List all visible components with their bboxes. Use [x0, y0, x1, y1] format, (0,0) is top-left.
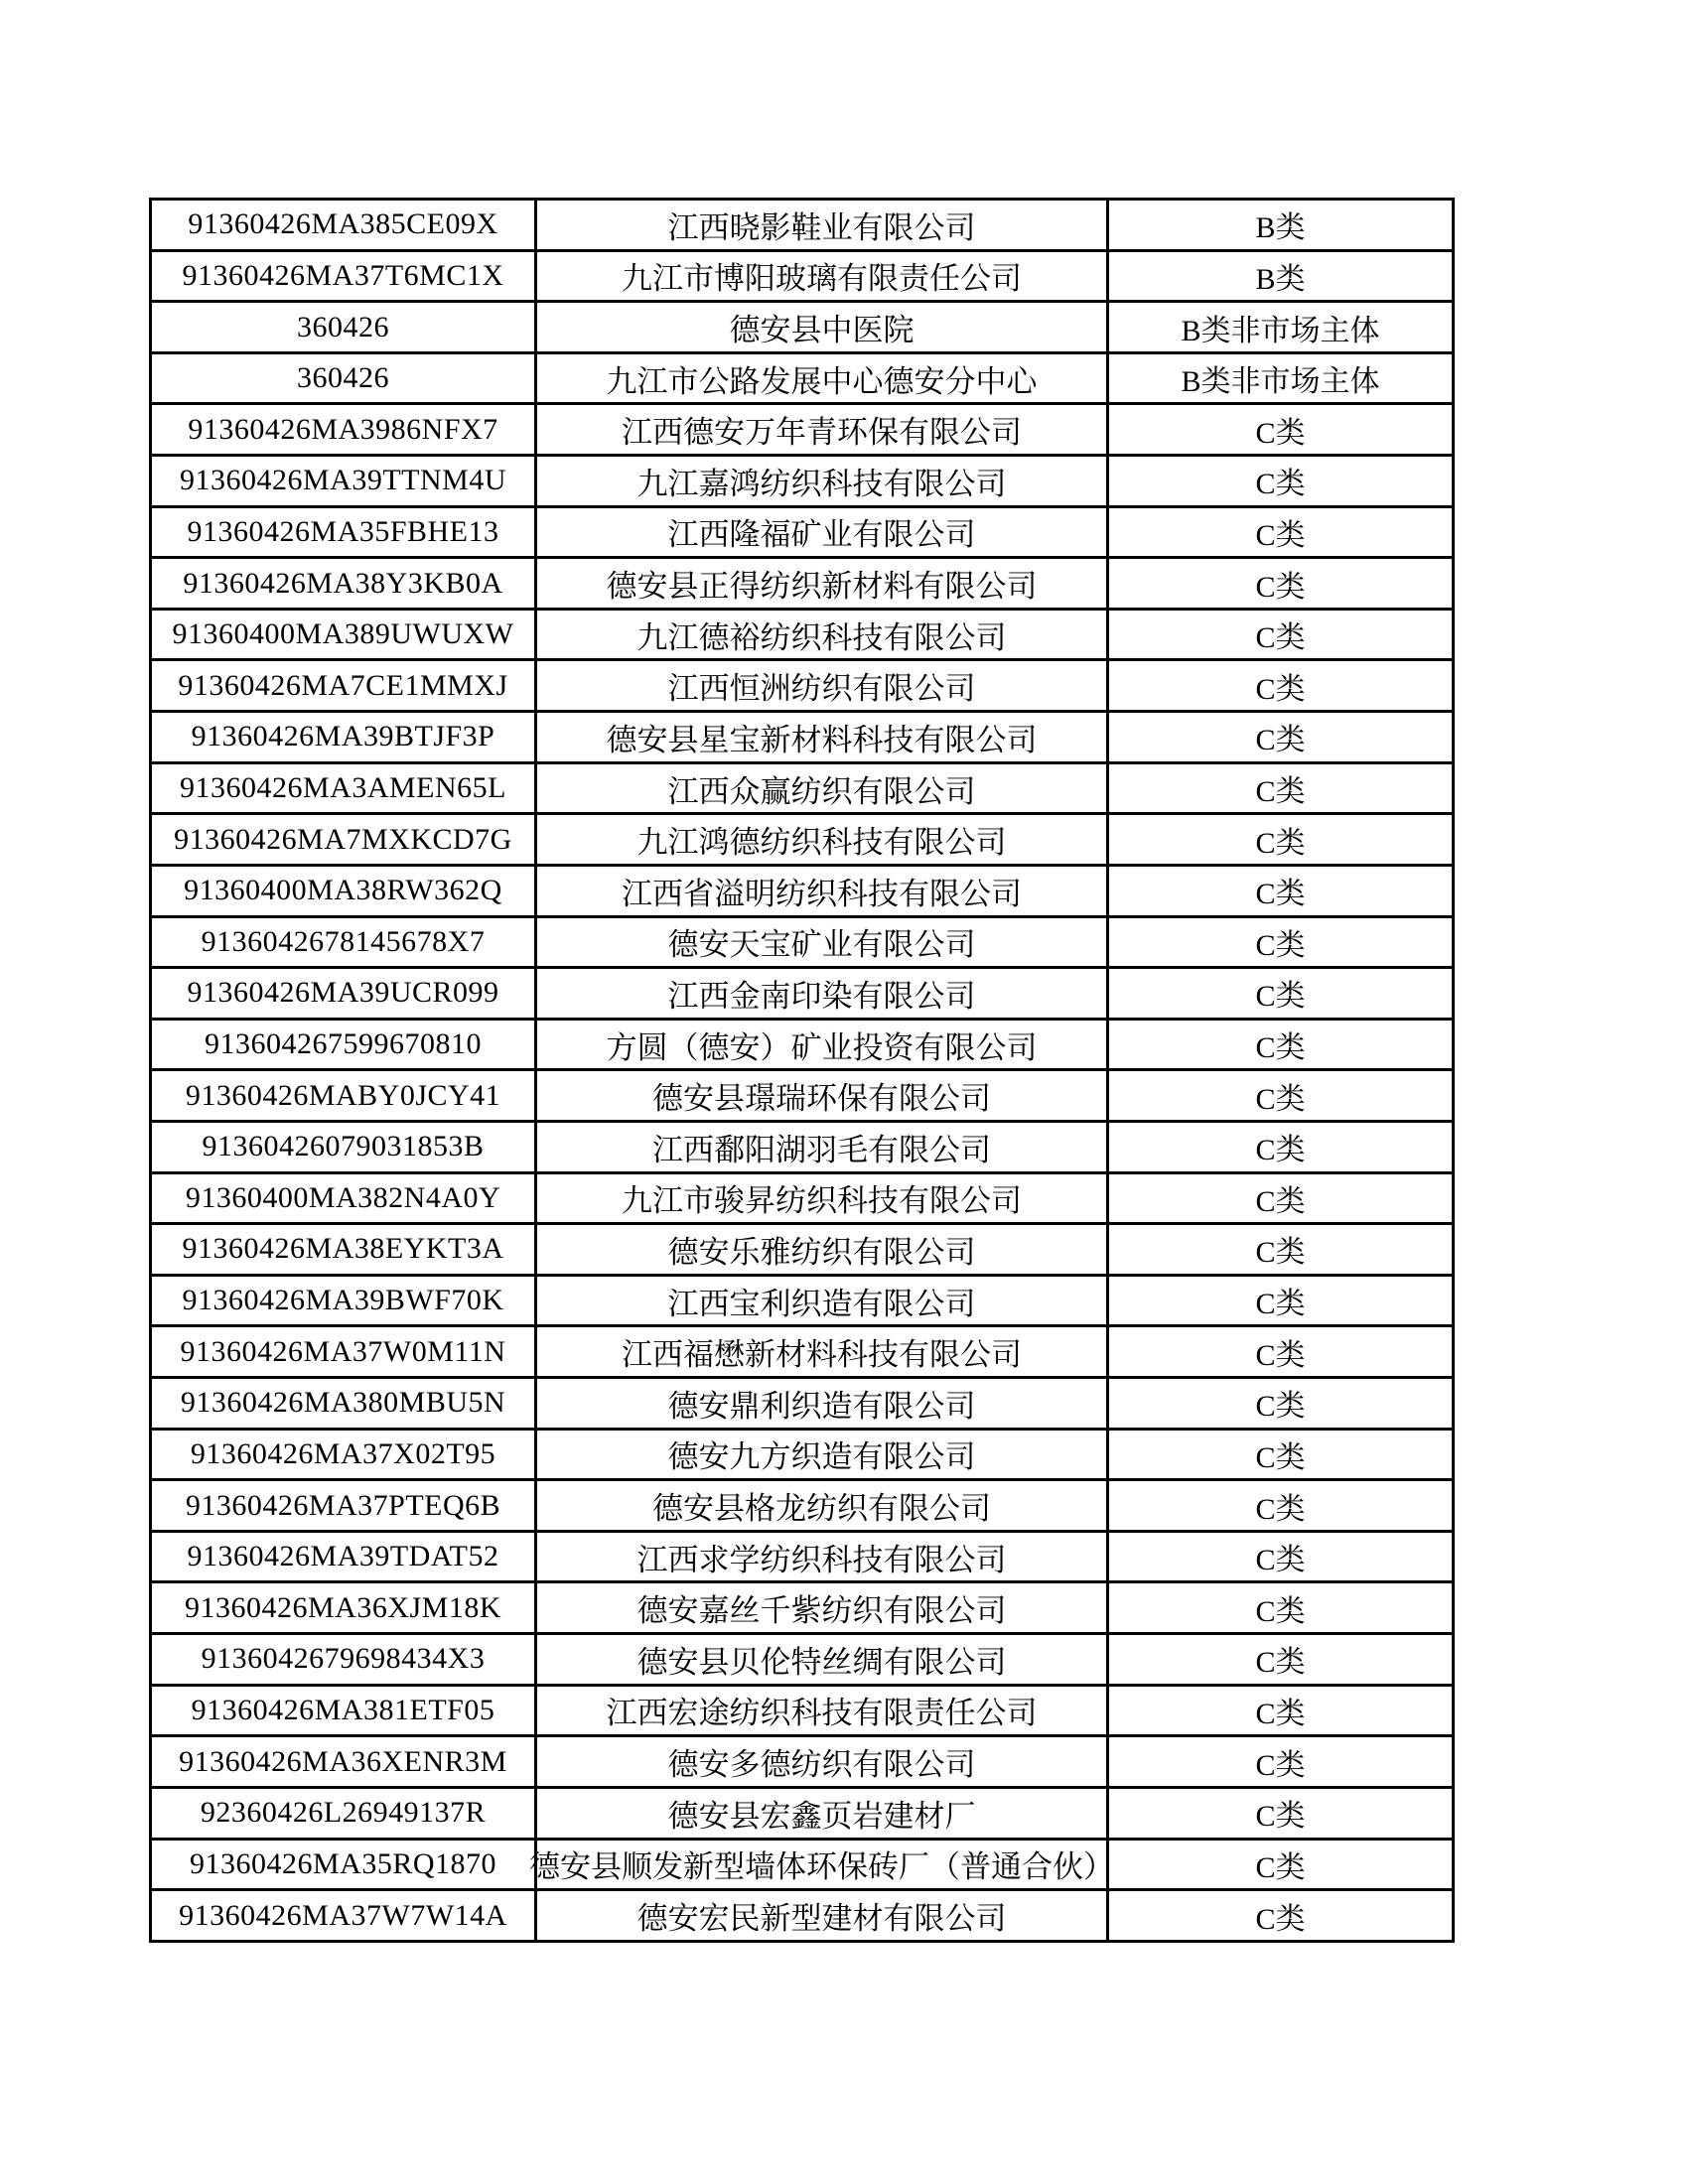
credit-code-cell: 91360426MA385CE09X [151, 200, 536, 251]
category-cell: C类 [1108, 660, 1454, 712]
company-name-text: 德安县星宝新材料科技有限公司 [606, 722, 1038, 757]
credit-code-cell: 91360426MA38Y3KB0A [151, 558, 536, 610]
company-name-text: 德安宏民新型建材有限公司 [636, 1901, 1007, 1937]
credit-code-cell: 91360426MA37T6MC1X [151, 250, 536, 302]
category-cell: C类 [1108, 762, 1454, 814]
company-name-text: 德安县顺发新型墙体环保砖厂（普通合伙） [529, 1849, 1114, 1885]
credit-code-cell: 91360426MA37W7W14A [151, 1890, 536, 1942]
company-name-text: 德安县正得纺织新材料有限公司 [606, 569, 1038, 605]
category-cell: B类非市场主体 [1108, 302, 1454, 353]
table-row [151, 1019, 1454, 1070]
company-name-text: 德安县中医院 [729, 313, 914, 348]
table-row [151, 916, 1454, 968]
credit-code-cell: 91360426MA3AMEN65L [151, 762, 536, 814]
category-cell: C类 [1108, 1890, 1454, 1942]
company-name-cell [536, 1787, 1108, 1839]
category-cell: C类 [1108, 1070, 1454, 1122]
company-name-text: 江西宝利织造有限公司 [667, 1286, 976, 1321]
table-row [151, 814, 1454, 866]
table-row [151, 1070, 1454, 1122]
credit-code-cell: 91360426MA380MBU5N [151, 1378, 536, 1430]
category-cell: B类 [1108, 200, 1454, 251]
category-cell: C类 [1108, 712, 1454, 763]
table-row [151, 200, 1454, 251]
company-name-text: 江西宏途纺织科技有限责任公司 [606, 1696, 1038, 1731]
category-cell: C类 [1108, 1531, 1454, 1582]
company-name-text: 江西金南印染有限公司 [667, 978, 976, 1014]
company-name-text: 德安鼎利织造有限公司 [667, 1388, 976, 1424]
company-name-text: 江西德安万年青环保有限公司 [622, 415, 1022, 451]
table-row [151, 1326, 1454, 1378]
table-row [151, 456, 1454, 507]
company-name-cell [536, 1326, 1108, 1378]
table-row [151, 1685, 1454, 1736]
table-row [151, 506, 1454, 558]
table-row [151, 302, 1454, 353]
credit-code-cell: 913604267599670810 [151, 1019, 536, 1070]
credit-code-cell: 91360400MA38RW362Q [151, 865, 536, 916]
credit-code-cell: 91360426MA38EYKT3A [151, 1224, 536, 1276]
category-cell: C类 [1108, 1685, 1454, 1736]
table-row [151, 712, 1454, 763]
company-name-text: 江西省溢明纺织科技有限公司 [622, 876, 1022, 911]
company-name-text: 德安县贝伦特丝绸有限公司 [636, 1644, 1007, 1680]
company-name-cell [536, 558, 1108, 610]
category-cell: C类 [1108, 404, 1454, 456]
table-row [151, 1121, 1454, 1172]
credit-code-cell: 91360426MA37PTEQ6B [151, 1480, 536, 1532]
credit-code-cell: 91360426MA3986NFX7 [151, 404, 536, 456]
credit-code-cell: 91360426MA36XENR3M [151, 1736, 536, 1788]
category-cell: C类 [1108, 1429, 1454, 1480]
company-name-cell [529, 1839, 1114, 1890]
table-row [151, 1480, 1454, 1532]
category-cell: C类 [1108, 609, 1454, 660]
table-row [151, 1378, 1454, 1430]
table-body [151, 200, 1454, 1942]
credit-code-cell: 91360426MA39BTJF3P [151, 712, 536, 763]
category-cell: C类 [1108, 506, 1454, 558]
company-name-cell [536, 1634, 1108, 1686]
company-name-text: 九江嘉鸿纺织科技有限公司 [636, 466, 1007, 501]
credit-code-cell: 91360400MA382N4A0Y [151, 1172, 536, 1224]
credit-code-cell: 9136042678145678X7 [151, 916, 536, 968]
table-row [151, 404, 1454, 456]
table-row [151, 1736, 1454, 1788]
company-name-cell [536, 1429, 1108, 1480]
category-cell: C类 [1108, 916, 1454, 968]
category-cell: C类 [1108, 558, 1454, 610]
company-name-text: 九江德裕纺织科技有限公司 [636, 619, 1007, 655]
company-name-text: 江西隆福矿业有限公司 [667, 517, 976, 553]
company-name-text: 德安县格龙纺织有限公司 [652, 1491, 991, 1527]
company-name-text: 江西鄱阳湖羽毛有限公司 [652, 1132, 991, 1167]
company-name-text: 方圆（德安）矿业投资有限公司 [606, 1029, 1038, 1065]
table-row [151, 609, 1454, 660]
company-name-text: 九江市博阳玻璃有限责任公司 [622, 261, 1022, 297]
table-row [151, 352, 1454, 404]
company-name-cell [536, 506, 1108, 558]
company-name-text: 德安天宝矿业有限公司 [667, 927, 976, 963]
category-cell: C类 [1108, 1634, 1454, 1686]
table-row [151, 968, 1454, 1020]
company-name-cell [536, 865, 1108, 916]
table-row [151, 865, 1454, 916]
category-cell: C类 [1108, 865, 1454, 916]
credit-code-cell: 91360426079031853B [151, 1121, 536, 1172]
company-name-cell [536, 968, 1108, 1020]
table-row [151, 762, 1454, 814]
company-name-cell [536, 916, 1108, 968]
company-name-cell [536, 762, 1108, 814]
company-name-text: 九江市骏昇纺织科技有限公司 [622, 1183, 1022, 1219]
category-cell: C类 [1108, 1121, 1454, 1172]
company-name-text: 德安县宏鑫页岩建材厂 [667, 1798, 976, 1834]
company-name-cell [536, 1480, 1108, 1532]
enterprise-classification-table [149, 198, 1455, 1943]
table-row [151, 1634, 1454, 1686]
company-name-text: 德安嘉丝千紫纺织有限公司 [636, 1593, 1007, 1629]
company-name-cell [536, 712, 1108, 763]
company-name-cell [536, 1890, 1108, 1942]
company-name-text: 江西福懋新材料科技有限公司 [622, 1337, 1022, 1373]
table-row [151, 1275, 1454, 1326]
company-name-cell [536, 1070, 1108, 1122]
table-row [151, 558, 1454, 610]
company-name-text: 江西恒洲纺织有限公司 [667, 671, 976, 707]
credit-code-cell: 91360400MA389UWUXW [151, 609, 536, 660]
table-row [151, 1839, 1454, 1890]
category-cell: C类 [1108, 1378, 1454, 1430]
company-name-cell [536, 660, 1108, 712]
category-cell: C类 [1108, 456, 1454, 507]
company-name-cell [536, 1172, 1108, 1224]
credit-code-cell: 91360426MA39TDAT52 [151, 1531, 536, 1582]
credit-code-cell: 91360426MA37W0M11N [151, 1326, 536, 1378]
table-row [151, 660, 1454, 712]
company-name-text: 九江鸿德纺织科技有限公司 [636, 825, 1007, 861]
company-name-cell [536, 1275, 1108, 1326]
table-row [151, 1531, 1454, 1582]
category-cell: C类 [1108, 968, 1454, 1020]
table-row [151, 250, 1454, 302]
category-cell: C类 [1108, 1582, 1454, 1634]
credit-code-cell: 91360426MA39BWF70K [151, 1275, 536, 1326]
company-name-text: 德安多德纺织有限公司 [667, 1747, 976, 1783]
credit-code-cell: 360426 [151, 352, 536, 404]
credit-code-cell: 91360426MA381ETF05 [151, 1685, 536, 1736]
table-row [151, 1172, 1454, 1224]
company-name-cell [536, 1121, 1108, 1172]
credit-code-cell: 91360426MA37X02T95 [151, 1429, 536, 1480]
company-name-cell [536, 302, 1108, 353]
company-name-cell [536, 1582, 1108, 1634]
company-name-cell [536, 1531, 1108, 1582]
company-name-text: 江西求学纺织科技有限公司 [636, 1542, 1007, 1577]
company-name-cell [536, 1378, 1108, 1430]
company-name-cell [536, 456, 1108, 507]
company-name-cell [536, 1019, 1108, 1070]
category-cell: C类 [1108, 1172, 1454, 1224]
company-name-text: 江西众赢纺织有限公司 [667, 773, 976, 809]
category-cell: C类 [1108, 1019, 1454, 1070]
company-name-cell [536, 609, 1108, 660]
credit-code-cell: 91360426MA39UCR099 [151, 968, 536, 1020]
category-cell: C类 [1108, 1275, 1454, 1326]
credit-code-cell: 92360426L26949137R [151, 1787, 536, 1839]
table-row [151, 1582, 1454, 1634]
credit-code-cell: 91360426MABY0JCY41 [151, 1070, 536, 1122]
category-cell: C类 [1108, 1787, 1454, 1839]
category-cell: C类 [1108, 1326, 1454, 1378]
table-row [151, 1890, 1454, 1942]
company-name-text: 德安九方织造有限公司 [667, 1439, 976, 1475]
company-name-text: 德安县璟瑞环保有限公司 [652, 1081, 991, 1117]
company-name-text: 德安乐雅纺织有限公司 [667, 1234, 976, 1270]
category-cell: B类 [1108, 250, 1454, 302]
company-name-cell [536, 814, 1108, 866]
table-row [151, 1787, 1454, 1839]
credit-code-cell: 91360426MA35FBHE13 [151, 506, 536, 558]
credit-code-cell: 9136042679698434X3 [151, 1634, 536, 1686]
credit-code-cell: 91360426MA7MXKCD7G [151, 814, 536, 866]
credit-code-cell: 91360426MA36XJM18K [151, 1582, 536, 1634]
credit-code-cell: 91360426MA39TTNM4U [151, 456, 536, 507]
company-name-cell [536, 1224, 1108, 1276]
credit-code-cell: 91360426MA7CE1MMXJ [151, 660, 536, 712]
company-name-cell [536, 1685, 1108, 1736]
company-name-cell [536, 352, 1108, 404]
table-row [151, 1224, 1454, 1276]
category-cell: C类 [1108, 1480, 1454, 1532]
category-cell: C类 [1108, 1736, 1454, 1788]
company-name-text: 江西晓影鞋业有限公司 [667, 209, 976, 245]
category-cell: B类非市场主体 [1108, 352, 1454, 404]
company-name-cell [536, 1736, 1108, 1788]
company-name-cell [536, 200, 1108, 251]
category-cell: C类 [1108, 1224, 1454, 1276]
category-cell: C类 [1108, 1839, 1454, 1890]
credit-code-cell: 91360426MA35RQ1870 [151, 1839, 536, 1890]
credit-code-cell: 360426 [151, 302, 536, 353]
company-name-text: 九江市公路发展中心德安分中心 [606, 363, 1038, 399]
table-row [151, 1429, 1454, 1480]
company-name-cell [536, 250, 1108, 302]
category-cell: C类 [1108, 814, 1454, 866]
company-name-cell [536, 404, 1108, 456]
